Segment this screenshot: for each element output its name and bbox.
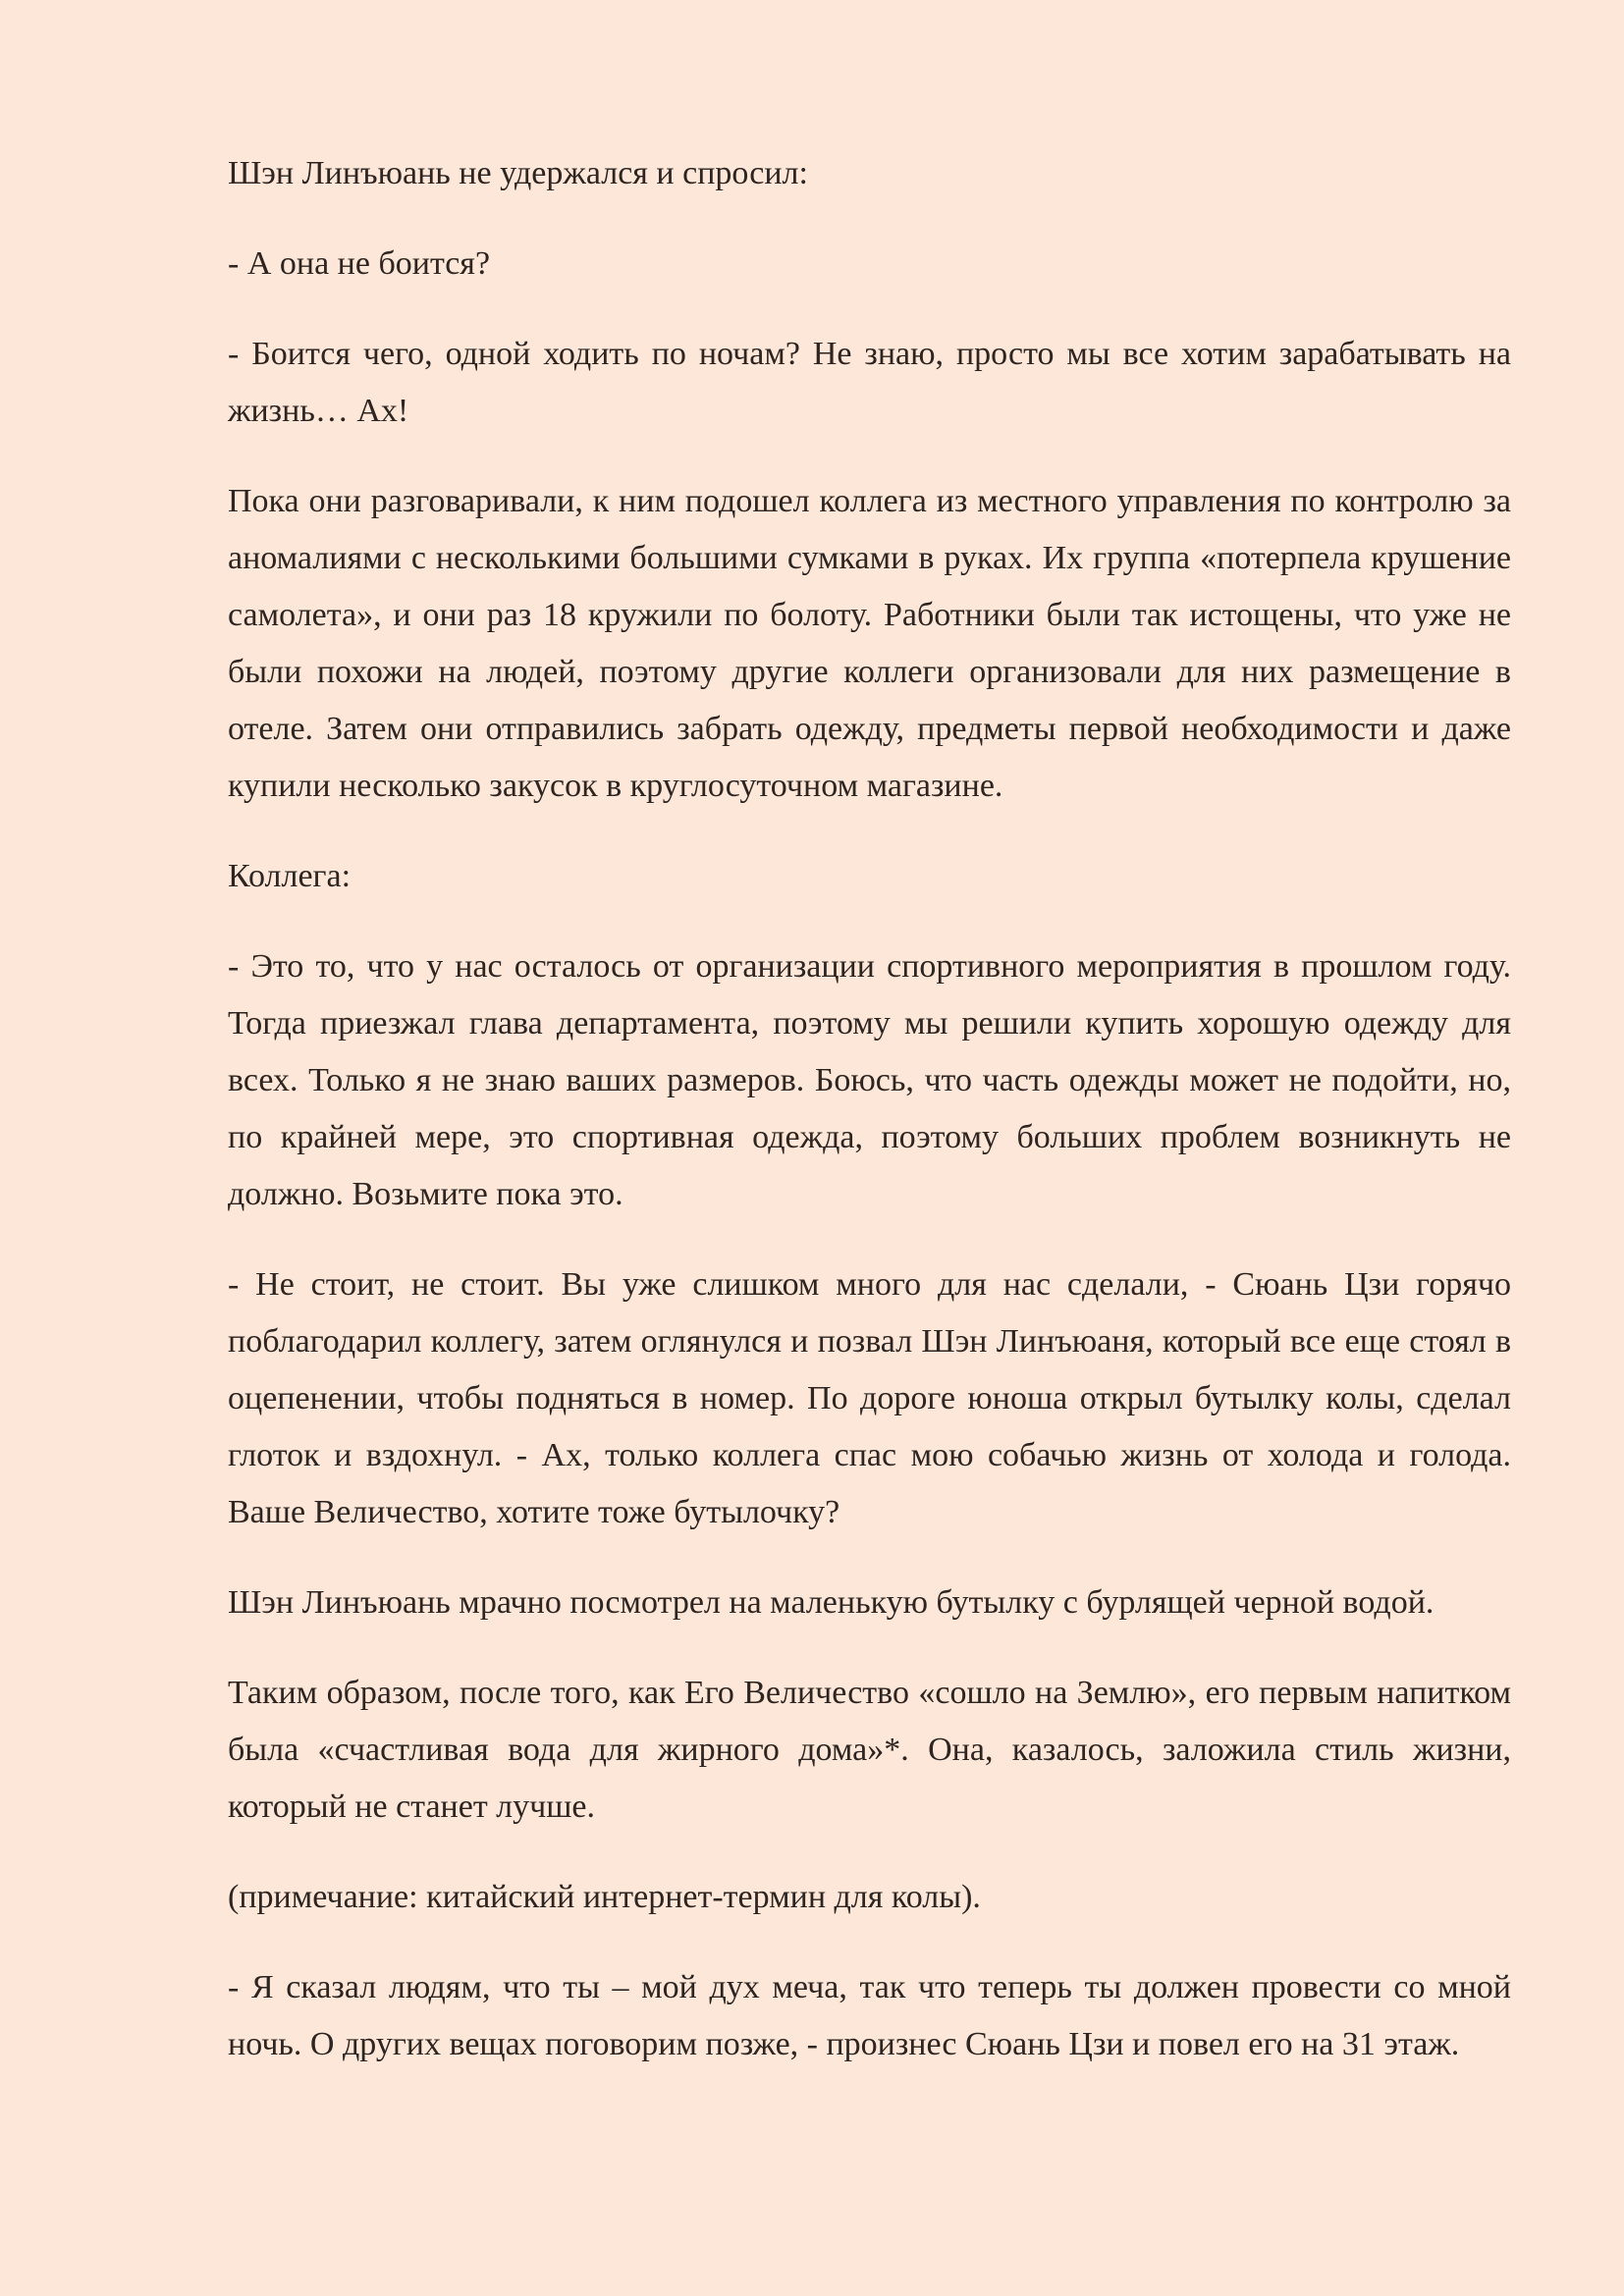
paragraph-final-dialogue: - Я сказал людям, что ты – мой дух меча, так что теперь ты должен провести со мной ночь. О других вещах поговорим позже, - произнес Сюань Цзи и повел его на 31 этаж.: [228, 1969, 1511, 2062]
paragraph-shen-looks-at-cola: Шэн Линъюань мрачно посмотрел на маленькую бутылку с бурлящей черной водой.: [228, 1584, 1435, 1621]
paragraph-dialogue-reply: - Боится чего, одной ходить по ночам? Не знаю, просто мы все хотим зарабатывать на жизнь… Ах!: [228, 336, 1511, 429]
paragraph-xuanji-thanks: - Не стоит, не стоит. Вы уже слишком много для нас сделали, - Сюань Цзи горячо поблагодарил коллегу, затем оглянулся и позвал Шэн Линъюаня, который все еще стоял в оцепенении, чтобы подняться в номер. По дороге юноша открыл бутылку колы, сделал глоток и вздохнул. - Ах, только коллега спас мою собачью жизнь от холода и голода. Ваше Величество, хотите тоже бутылочку?: [228, 1266, 1511, 1530]
paragraph-speaker-intro: Шэн Линъюань не удержался и спросил:: [228, 155, 808, 191]
paragraph-dialogue-question: - А она не боится?: [228, 245, 491, 282]
paragraph-colleague-speech: - Это то, что у нас осталось от организации спортивного мероприятия в прошлом году. Тогда приезжал глава департамента, поэтому мы решили купить хорошую одежду для всех. Только я не знаю ваших размеров. Боюсь, что часть одежды может не подойти, но, по крайней мере, это спортивная одежда, поэтому больших проблем возникнуть не должно. Возьмите пока это.: [228, 948, 1511, 1212]
paragraph-narrative-colleague-arrives: Пока они разговаривали, к ним подошел коллега из местного управления по контролю за аномалиями с несколькими большими сумками в руках. Их группа «потерпела крушение самолета», и они раз 18 кружили по болоту. Работники были так истощены, что уже не были похожи на людей, поэтому другие коллеги организовали для них размещение в отеле. Затем они отправились забрать одежду, предметы первой необходимости и даже купили несколько закусок в круглосуточном магазине.: [228, 483, 1511, 804]
paragraph-colleague-label: Коллега:: [228, 858, 352, 894]
paragraph-first-drink: Таким образом, после того, как Его Величество «сошло на Землю», его первым напитком была «счастливая вода для жирного дома»*. Она, казалось, заложила стиль жизни, который не станет лучше.: [228, 1675, 1511, 1825]
paragraph-translator-note: (примечание: китайский интернет-термин для колы).: [228, 1879, 981, 1915]
